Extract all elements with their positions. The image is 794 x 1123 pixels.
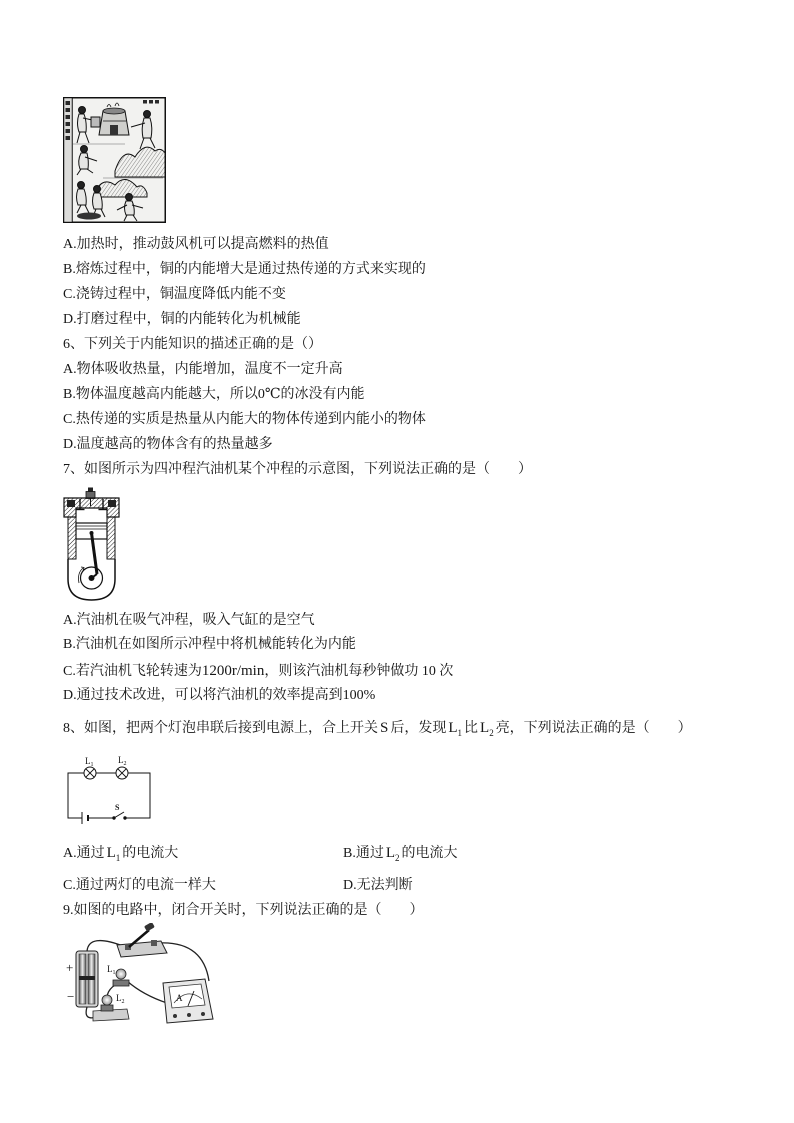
cylinder-head bbox=[64, 498, 119, 517]
q8-option-d: D.无法判断 bbox=[343, 878, 413, 893]
lamp-l2 bbox=[116, 767, 128, 779]
lamp-l2-symbol bbox=[386, 845, 400, 861]
q7-stem: 7、如图所示为四冲程汽油机某个冲程的示意图，下列说法正确的是（ ） bbox=[63, 462, 532, 477]
knife-switch bbox=[117, 923, 167, 957]
q6-option-b: B.物体温度越高内能越大，所以0℃的冰没有内能 bbox=[63, 387, 365, 402]
lamp-letter: L bbox=[385, 845, 396, 861]
lamp-l1-symbol bbox=[448, 720, 462, 736]
battery-negative-label: − bbox=[67, 989, 75, 1004]
q7-option-c bbox=[63, 661, 453, 682]
ammeter bbox=[163, 979, 213, 1023]
lamp-l2-label: $L_2$ bbox=[118, 755, 127, 767]
q6-option-c: C.热传递的实质是热量从内能大的物体传递到内能小的物体 bbox=[63, 412, 426, 427]
q8-stem-text: 亮，下列说法正确的是（ ） bbox=[495, 721, 692, 736]
q8-option-c: C.通过两灯的电流一样大 bbox=[63, 878, 216, 893]
circuit-wires bbox=[68, 773, 150, 818]
q8-option-a bbox=[63, 843, 178, 864]
lamp-l2-label: $L_2$ bbox=[116, 993, 125, 1005]
lamp-l1-symbol bbox=[107, 845, 121, 861]
battery bbox=[82, 812, 88, 824]
q5-option-d: D.打磨过程中，铜的内能转化为机械能 bbox=[63, 312, 301, 327]
switch-label: S bbox=[115, 803, 120, 812]
q8-stem-text: 后，发现 bbox=[390, 721, 447, 736]
lamp-subscript: 1 bbox=[115, 853, 121, 863]
q7-option-d: D.通过技术改进，可以将汽油机的效率提高到100% bbox=[63, 688, 376, 703]
four-stroke-engine-diagram bbox=[63, 487, 120, 602]
q9-stem: 9.如图的电路中，闭合开关时，下列说法正确的是（ ） bbox=[63, 903, 424, 918]
rpm-formula: 1200r/min bbox=[201, 663, 265, 679]
casting-mold bbox=[77, 213, 101, 220]
q8-stem-text: 比 bbox=[464, 721, 479, 736]
q8-stem-text: 8、如图，把两个灯泡串联后接到电源上，合上开关 bbox=[63, 721, 378, 736]
q8-option-a-text: A.通过 bbox=[63, 846, 105, 861]
q8-stem bbox=[63, 718, 692, 739]
q7-option-a: A.汽油机在吸气冲程，吸入气缸的是空气 bbox=[63, 613, 315, 628]
q7-option-c-text: C.若汽油机飞轮转速为 bbox=[63, 664, 202, 679]
q5-option-c: C.浇铸过程中，铜温度降低内能不变 bbox=[63, 287, 286, 302]
battery-positive-label: + bbox=[66, 960, 74, 975]
switch-s bbox=[113, 812, 126, 819]
ammeter-label: A bbox=[176, 993, 183, 1003]
bronze-casting-illustration bbox=[63, 97, 166, 223]
q6-option-a: A.物体吸收热量，内能增加，温度不一定升高 bbox=[63, 362, 343, 377]
q5-option-b: B.熔炼过程中，铜的内能增大是通过热传递的方式来实现的 bbox=[63, 262, 426, 277]
lamp-letter: L bbox=[480, 720, 490, 736]
lamp-l1 bbox=[84, 767, 96, 779]
lamp-subscript: 2 bbox=[395, 853, 400, 863]
lamp-l1-label: $L_1$ bbox=[85, 756, 94, 768]
lamp-letter: L bbox=[448, 720, 458, 736]
q8-option-b bbox=[343, 843, 458, 864]
q8-option-b-text-end: 的电流大 bbox=[401, 846, 458, 861]
q8-option-a-text-end: 的电流大 bbox=[122, 846, 179, 861]
q5-option-a: A.加热时，推动鼓风机可以提高燃料的热值 bbox=[63, 237, 329, 252]
q6-option-d: D.温度越高的物体含有的热量越多 bbox=[63, 437, 273, 452]
lamp-l1-label: $L_1$ bbox=[107, 964, 116, 976]
q7-option-b: B.汽油机在如图所示冲程中将机械能转化为内能 bbox=[63, 637, 356, 652]
lab-circuit-photo bbox=[63, 923, 218, 1027]
battery-holder bbox=[76, 951, 98, 1007]
switch-symbol: S bbox=[380, 720, 389, 736]
lamp-subscript: 1 bbox=[457, 728, 463, 738]
q8-option-b-text: B.通过 bbox=[343, 846, 384, 861]
lamp-subscript: 2 bbox=[489, 728, 494, 738]
q6-stem: 6、下列关于内能知识的描述正确的是（） bbox=[63, 337, 322, 352]
series-circuit-diagram bbox=[63, 750, 155, 826]
crankshaft bbox=[79, 567, 103, 589]
lamp-letter: L bbox=[106, 845, 116, 861]
lamp-l2-symbol bbox=[480, 720, 494, 736]
q7-option-c-text-end: ，则该汽油机每秒钟做功 10 次 bbox=[264, 664, 454, 679]
